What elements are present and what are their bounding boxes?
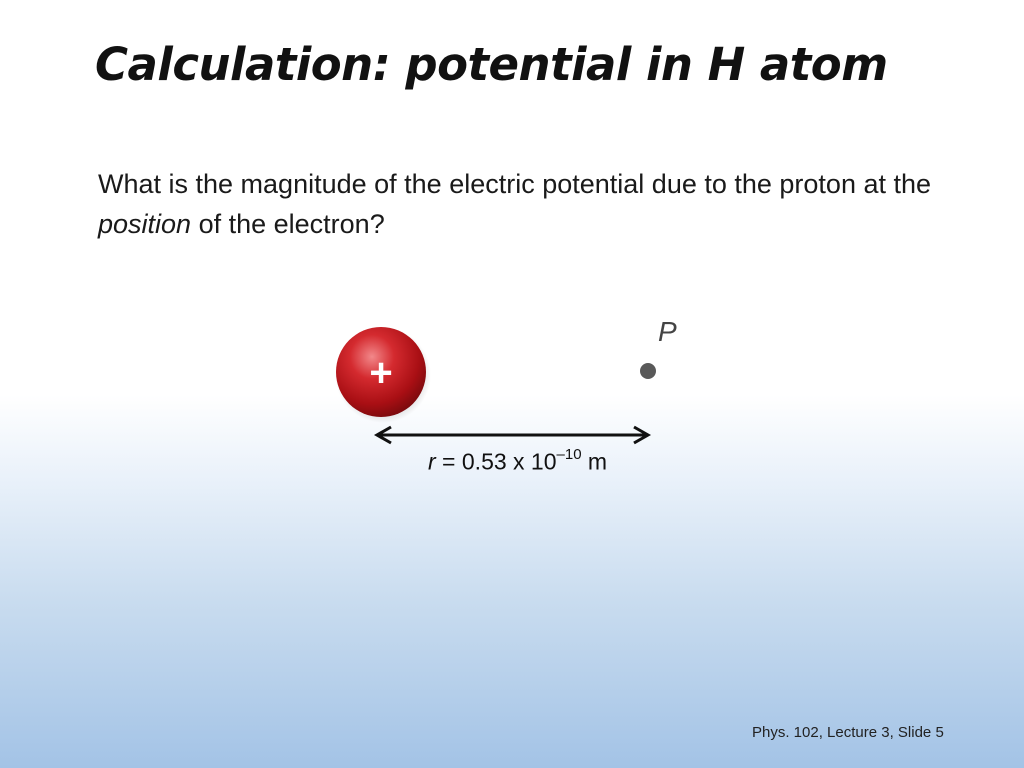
proton [335, 327, 431, 423]
proton-plus-symbol: + [369, 351, 393, 395]
slide-title: Calculation: potential in H atom [95, 38, 888, 91]
point-p-dot [640, 363, 656, 379]
distance-label [428, 448, 607, 476]
distance-value: = 0.53 x 10 [435, 448, 557, 475]
distance-exponent: –10 [556, 446, 582, 463]
question-emphasis: position [98, 209, 192, 239]
distance-variable: r [428, 448, 436, 475]
distance-unit: m [581, 448, 608, 475]
point-p-label: P [658, 316, 677, 347]
distance-arrow [377, 427, 648, 443]
question-part-2: of the electron? [191, 209, 385, 239]
slide-footer: Phys. 102, Lecture 3, Slide 5 [752, 724, 944, 741]
question-part-1: What is the magnitude of the electric potential due to the proton at the [98, 169, 932, 199]
